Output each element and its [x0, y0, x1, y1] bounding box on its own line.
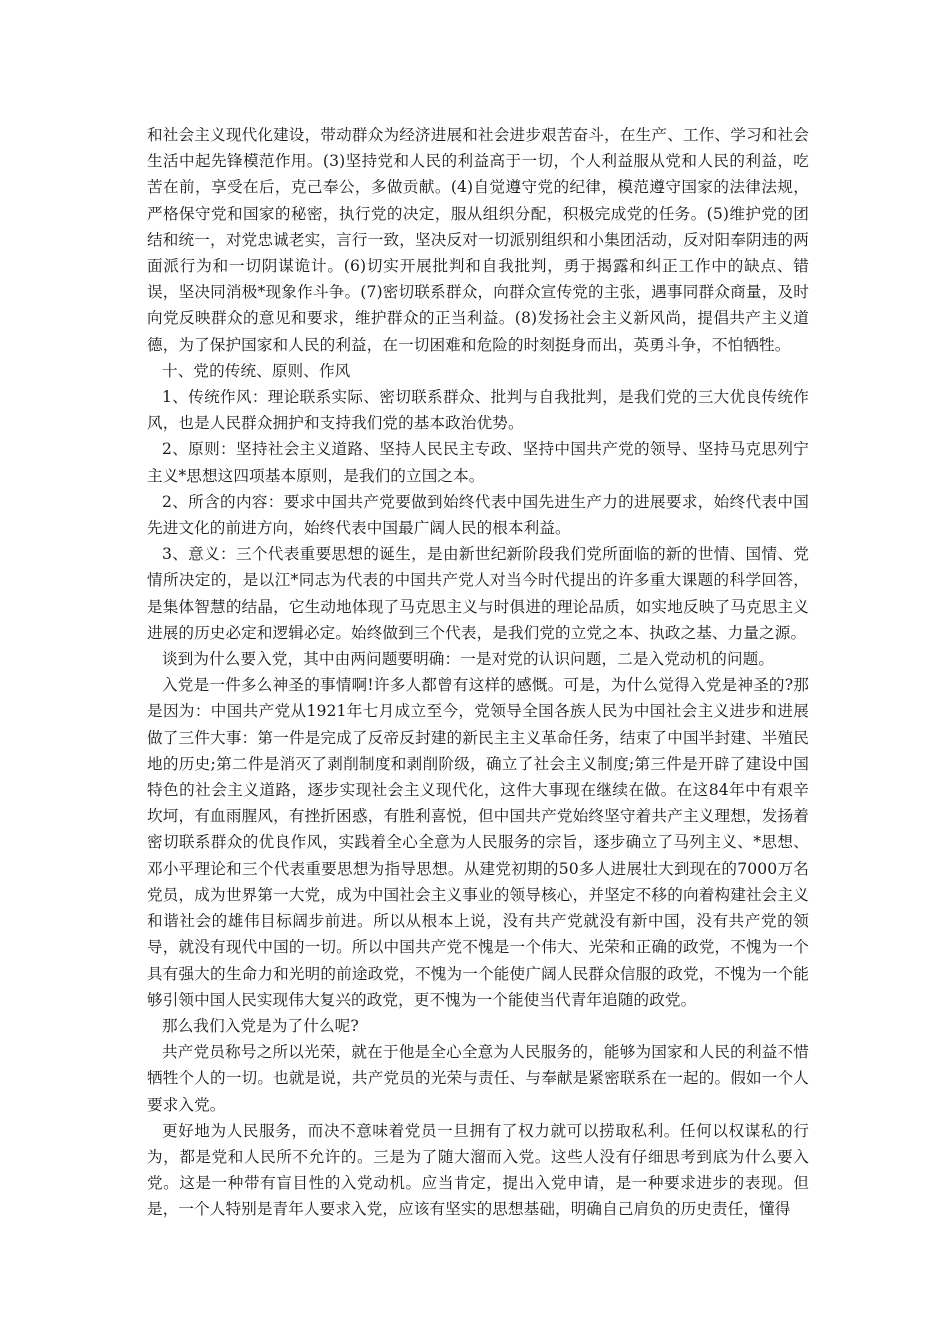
section-heading-tradition: 十、党的传统、原则、作风 [162, 361, 351, 380]
paragraph-principles: 2、原则：坚持社会主义道路、坚持人民民主专政、坚持中国共产党的领导、坚持马克思列宁主义*思想这四项基本原则，是我们的立国之本。 [147, 440, 809, 485]
paragraph-motivation: 更好地为人民服务，而决不意味着党员一旦拥有了权力就可以捞取私利。任何以权谋私的行为，都是党和人民所不允许的。三是为了随大溜而入党。这些人没有仔细思考到底为什么要入党。这是一种带有盲目性的入党动机。应当肯定，提出入党申请，是一种要求进步的表现。但是，一个人特别是青年人要求入党，应该有坚实的思想基础，明确自己肩负的历史责任，懂得 [147, 1121, 809, 1219]
paragraph-member-duties: 和社会主义现代化建设，带动群众为经济进展和社会进步艰苦奋斗，在生产、工作、学习和社会生活中起先锋模范作用。(3)坚持党和人民的利益高于一切，个人利益服从党和人民的利益，吃苦在前，享受在后，克己奉公，多做贡献。(4)自觉遵守党的纪律，模范遵守国家的法律法规，严格保守党和国家的秘密，执行党的决定，服从组织分配，积极完成党的任务。(5)维护党的团结和统一，对党忠诚老实，言行一致，坚决反对一切派别组织和小集团活动，反对阳奉阴违的两面派行为和一切阴谋诡计。(6)切实开展批判和自我批判，勇于揭露和纠正工作中的缺点、错误，坚决同消极*现象作斗争。(7)密切联系群众，向群众宣传党的主张，遇事同群众商量，及时向党反映群众的意见和要求，维护群众的正当利益。(8)发扬社会主义新风尚，提倡共产主义道德，为了保护国家和人民的利益，在一切困难和危险的时刻挺身而出，英勇斗争，不怕牺牲。 [147, 126, 809, 354]
paragraph-contents: 2、所含的内容：要求中国共产党要做到始终代表中国先进生产力的进展要求，始终代表中国先进文化的前进方向，始终代表中国最广阔人民的根本利益。 [147, 492, 809, 538]
paragraph-party-history: 入党是一件多么神圣的事情啊!许多人都曾有这样的感慨。可是，为什么觉得入党是神圣的?那是因为：中国共产党从1921年七月成立至今，党领导全国各族人民为中国社会主义进步和进展做了三件大事：第一件是完成了反帝反封建的新民主主义革命任务，结束了中国半封建、半殖民地的历史;第二件是消灭了剥削制度和剥削阶级，确立了社会主义制度;第三件是开辟了建设中国特色的社会主义道路，逐步实现社会主义现代化，这件大事现在继续在做。在这84年中有艰辛坎坷，有血雨腥风，有挫折困惑，有胜利喜悦，但中国共产党始终坚守着共产主义理想，发扬着密切联系群众的优良作风，实践着全心全意为人民服务的宗旨，逐步确立了马列主义、*思想、邓小平理论和三个代表重要思想为指导思想。从建党初期的50多人进展壮大到现在的7000万名党员，成为世界第一大党，成为中国社会主义事业的领导核心，并坚定不移的向着构建社会主义和谐社会的雄伟目标阔步前进。所以从根本上说，没有共产党就没有新中国，没有共产党的领导，就没有现代中国的一切。所以中国共产党不愧是一个伟大、光荣和正确的政党，不愧为一个具有强大的生命力和光明的前途政党，不愧为一个能使广阔人民群众信服的政党，不愧为一个能够引领中国人民实现伟大复兴的政党，更不愧为一个能使当代青年追随的政党。 [147, 676, 809, 1009]
paragraph-question: 那么我们入党是为了什么呢? [162, 1016, 359, 1035]
paragraph-traditional-style: 1、传统作风：理论联系实际、密切联系群众、批判与自我批判，是我们党的三大优良传统作风，也是人民群众拥护和支持我们党的基本政治优势。 [147, 388, 809, 433]
paragraph-significance: 3、意义：三个代表重要思想的诞生，是由新世纪新阶段我们党所面临的新的世情、国情、党情所决定的，是以江*同志为代表的中国共产党人对当今时代提出的许多重大课题的科学回答，是集体智慧的结晶，它生动地体现了马克思主义与时俱进的理论品质，如实地反映了马克思主义进展的历史必定和逻辑必定。始终做到三个代表，是我们党的立党之本、执政之基、力量之源。 [147, 545, 809, 642]
paragraph-honor: 共产党员称号之所以光荣，就在于他是全心全意为人民服务的，能够为国家和人民的利益不惜牺牲个人的一切。也就是说，共产党员的光荣与责任、与奉献是紧密联系在一起的。假如一个人要求入党。 [147, 1043, 809, 1114]
paragraph-why-join: 谈到为什么要入党，其中由两问题要明确：一是对党的认识问题，二是入党动机的问题。 [162, 650, 775, 669]
document-body [147, 122, 809, 1223]
